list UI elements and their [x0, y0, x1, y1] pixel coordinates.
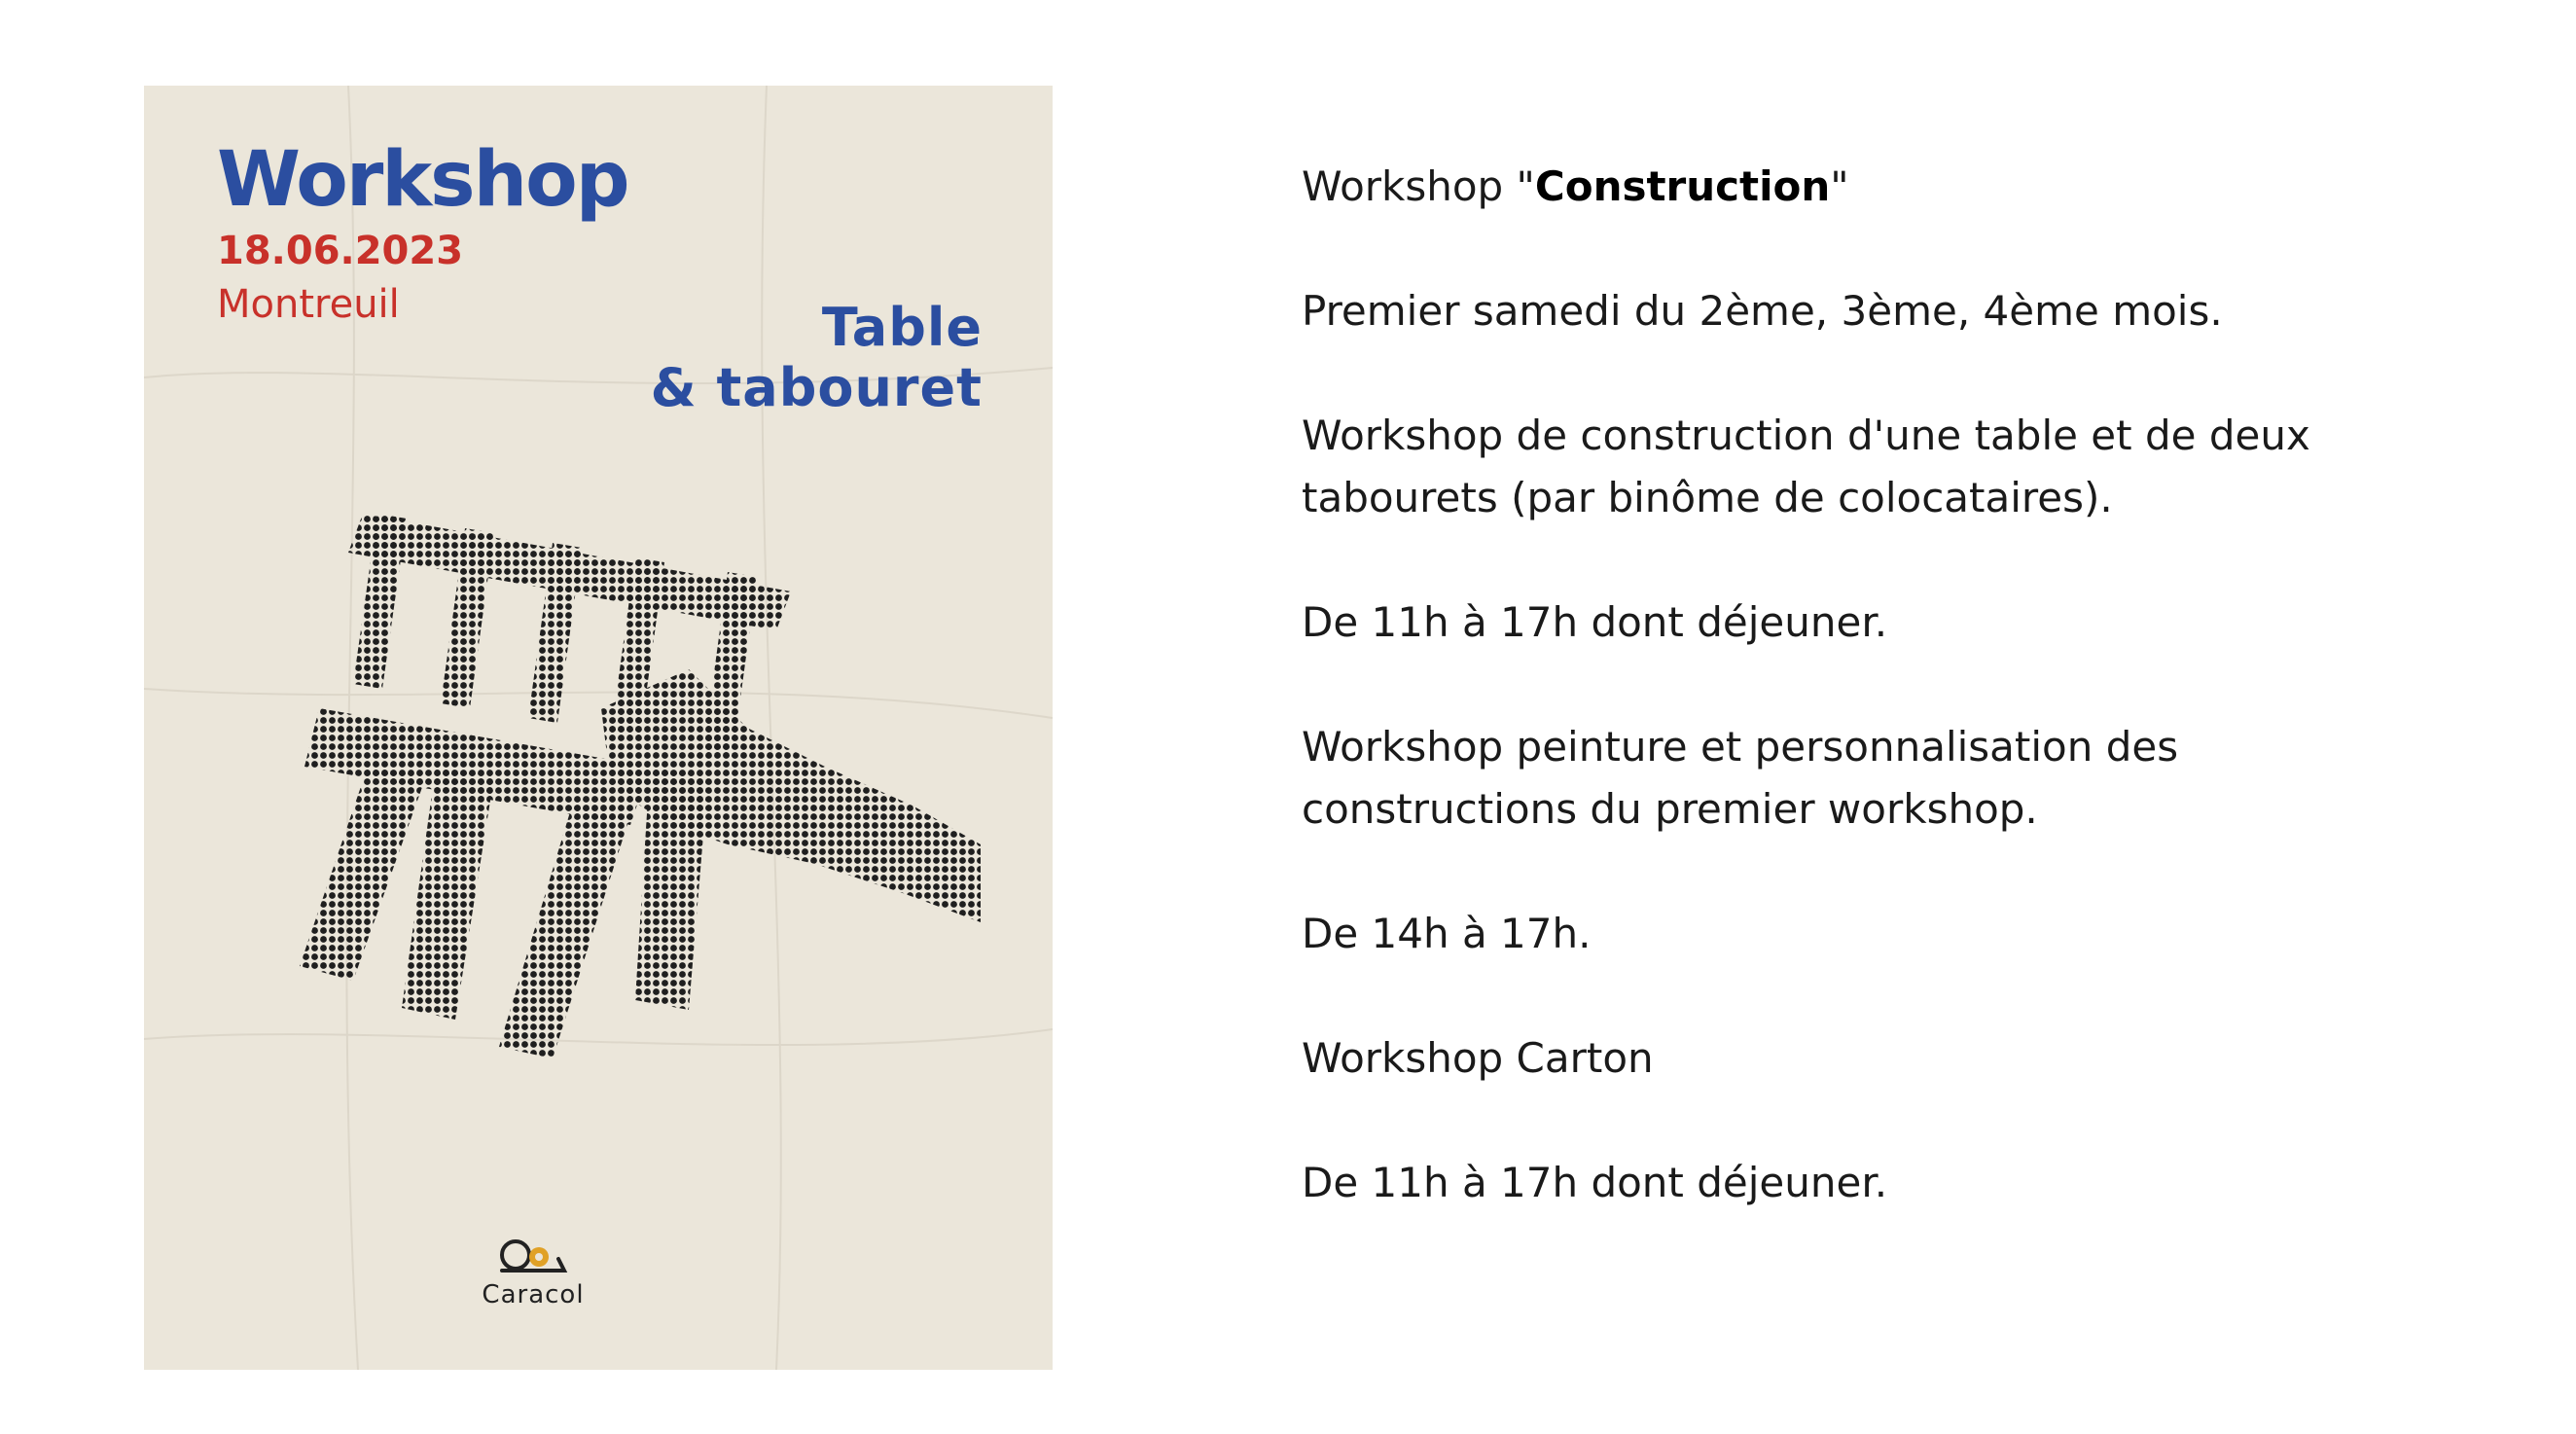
stool-illustration — [144, 86, 1053, 1370]
snail-icon — [494, 1234, 572, 1276]
caracol-logo — [475, 1234, 591, 1309]
poster-city: Montreuil — [217, 282, 400, 327]
poster-subtitle-line1: Table — [821, 297, 983, 358]
construction-line2: tabourets (par binôme de colocataires). — [1302, 474, 2113, 521]
carton-title: Workshop Carton — [1302, 1034, 1654, 1082]
poster-subtitle — [651, 298, 983, 418]
schedule-text: Premier samedi du 2ème, 3ème, 4ème mois. — [1302, 287, 2223, 335]
heading-suffix: " — [1830, 162, 1849, 210]
painting-line2: constructions du premier workshop. — [1302, 785, 2038, 833]
workshop-heading — [1302, 156, 2469, 218]
logo-name: Caracol — [482, 1280, 585, 1309]
construction-description — [1302, 405, 2469, 529]
construction-line1: Workshop de construction d'une table et de deux — [1302, 412, 2310, 459]
carton-hours: De 11h à 17h dont déjeuner. — [1302, 1159, 1888, 1206]
poster-title: Workshop — [217, 136, 628, 224]
painting-description — [1302, 716, 2469, 841]
painting-hours: De 14h à 17h. — [1302, 910, 1592, 957]
heading-prefix: Workshop " — [1302, 162, 1535, 210]
heading-bold: Construction — [1534, 162, 1831, 210]
workshop-description — [1302, 156, 2469, 1276]
construction-hours: De 11h à 17h dont déjeuner. — [1302, 598, 1888, 646]
painting-line1: Workshop peinture et personnalisation des — [1302, 723, 2179, 771]
poster-subtitle-line2: & tabouret — [650, 357, 983, 418]
poster-date: 18.06.2023 — [217, 229, 464, 273]
event-poster — [144, 86, 1053, 1370]
